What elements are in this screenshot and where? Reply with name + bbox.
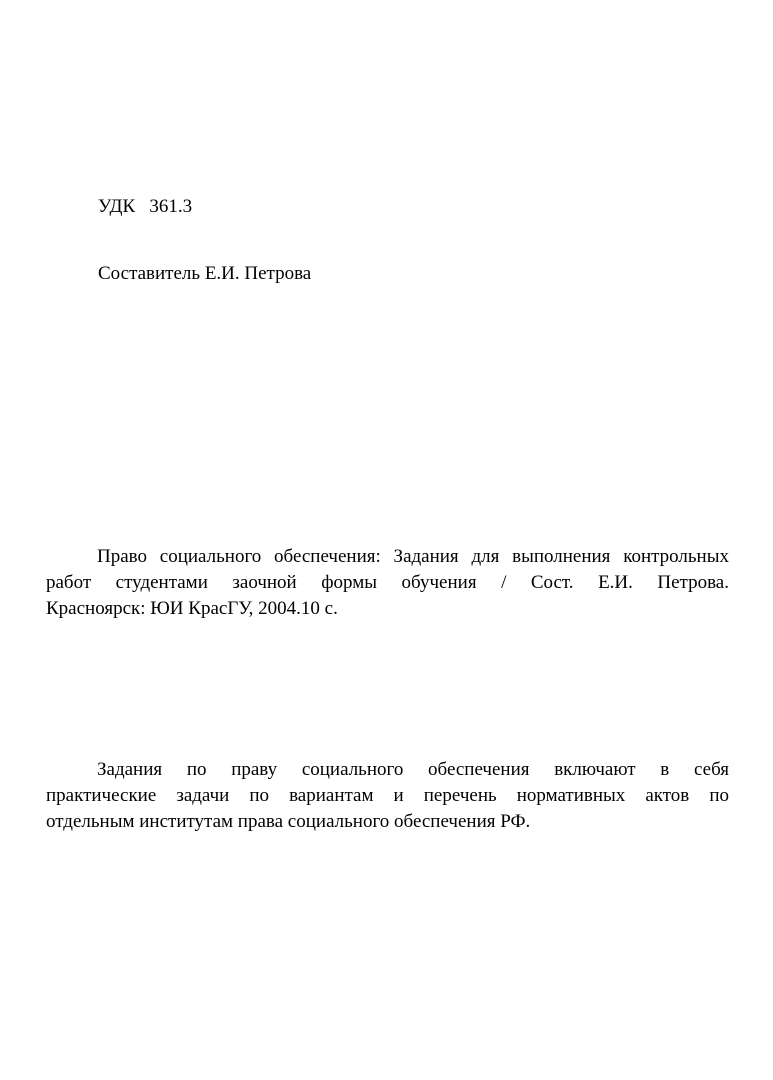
- bibliographic-record: [46, 544, 729, 622]
- bibliographic-record-line: Право социального обеспечения: Задания для выполнения контрольных: [97, 546, 729, 567]
- bibliographic-record-line: работ студентами заочной формы обучения / Сост. Е.И. Петрова.: [46, 572, 729, 593]
- summary-line: отдельным институтам права социального обеспечения РФ.: [46, 811, 531, 832]
- summary-line: практические задачи по вариантам и перечень нормативных актов по: [46, 785, 729, 806]
- summary-line: Задания по праву социального обеспечения включают в себя: [97, 759, 729, 780]
- bibliographic-record-line: Красноярск: ЮИ КрасГУ, 2004.10 с.: [46, 598, 338, 619]
- udc-code: УДК 361.3: [98, 196, 193, 217]
- summary-paragraph: [46, 757, 729, 835]
- compiler-credit: Составитель Е.И. Петрова: [98, 263, 312, 284]
